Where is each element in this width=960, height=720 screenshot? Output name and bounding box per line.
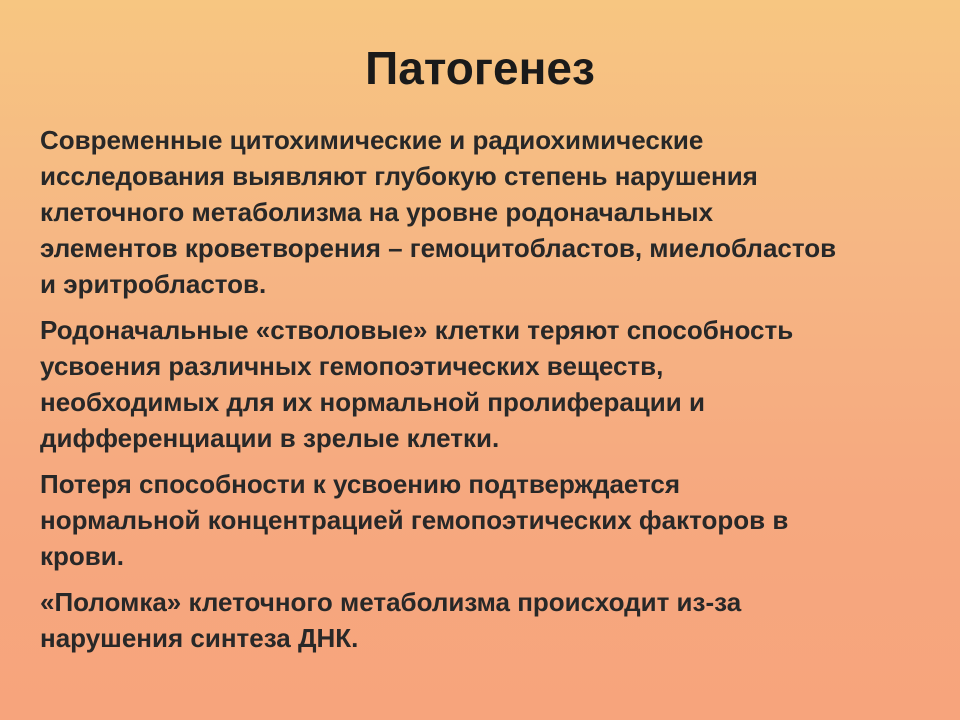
slide-title: Патогенез (365, 42, 595, 94)
paragraph-dna-synthesis: «Поломка» клеточного метаболизма происходит из-за нарушения синтеза ДНК. (40, 587, 742, 653)
paragraph-loss-of-ability: Потеря способности к усвоению подтверждается нормальной концентрацией гемопоэтических факторов в крови. (40, 469, 789, 571)
paragraph-cytochemical-studies: Современные цитохимические и радиохимические исследования выявляют глубокую степень нарушения клеточного метаболизма на уровне родоначальных элементов кроветворения – гемоцитобластов, миелобластов и эритробластов. (40, 125, 837, 299)
paragraph-stem-cells: Родоначальные «стволовые» клетки теряют способность усвоения различных гемопоэтических веществ, необходимых для их нормальной пролиферации и дифференциации в зрелые клетки. (40, 315, 794, 453)
slide-body (40, 122, 950, 666)
